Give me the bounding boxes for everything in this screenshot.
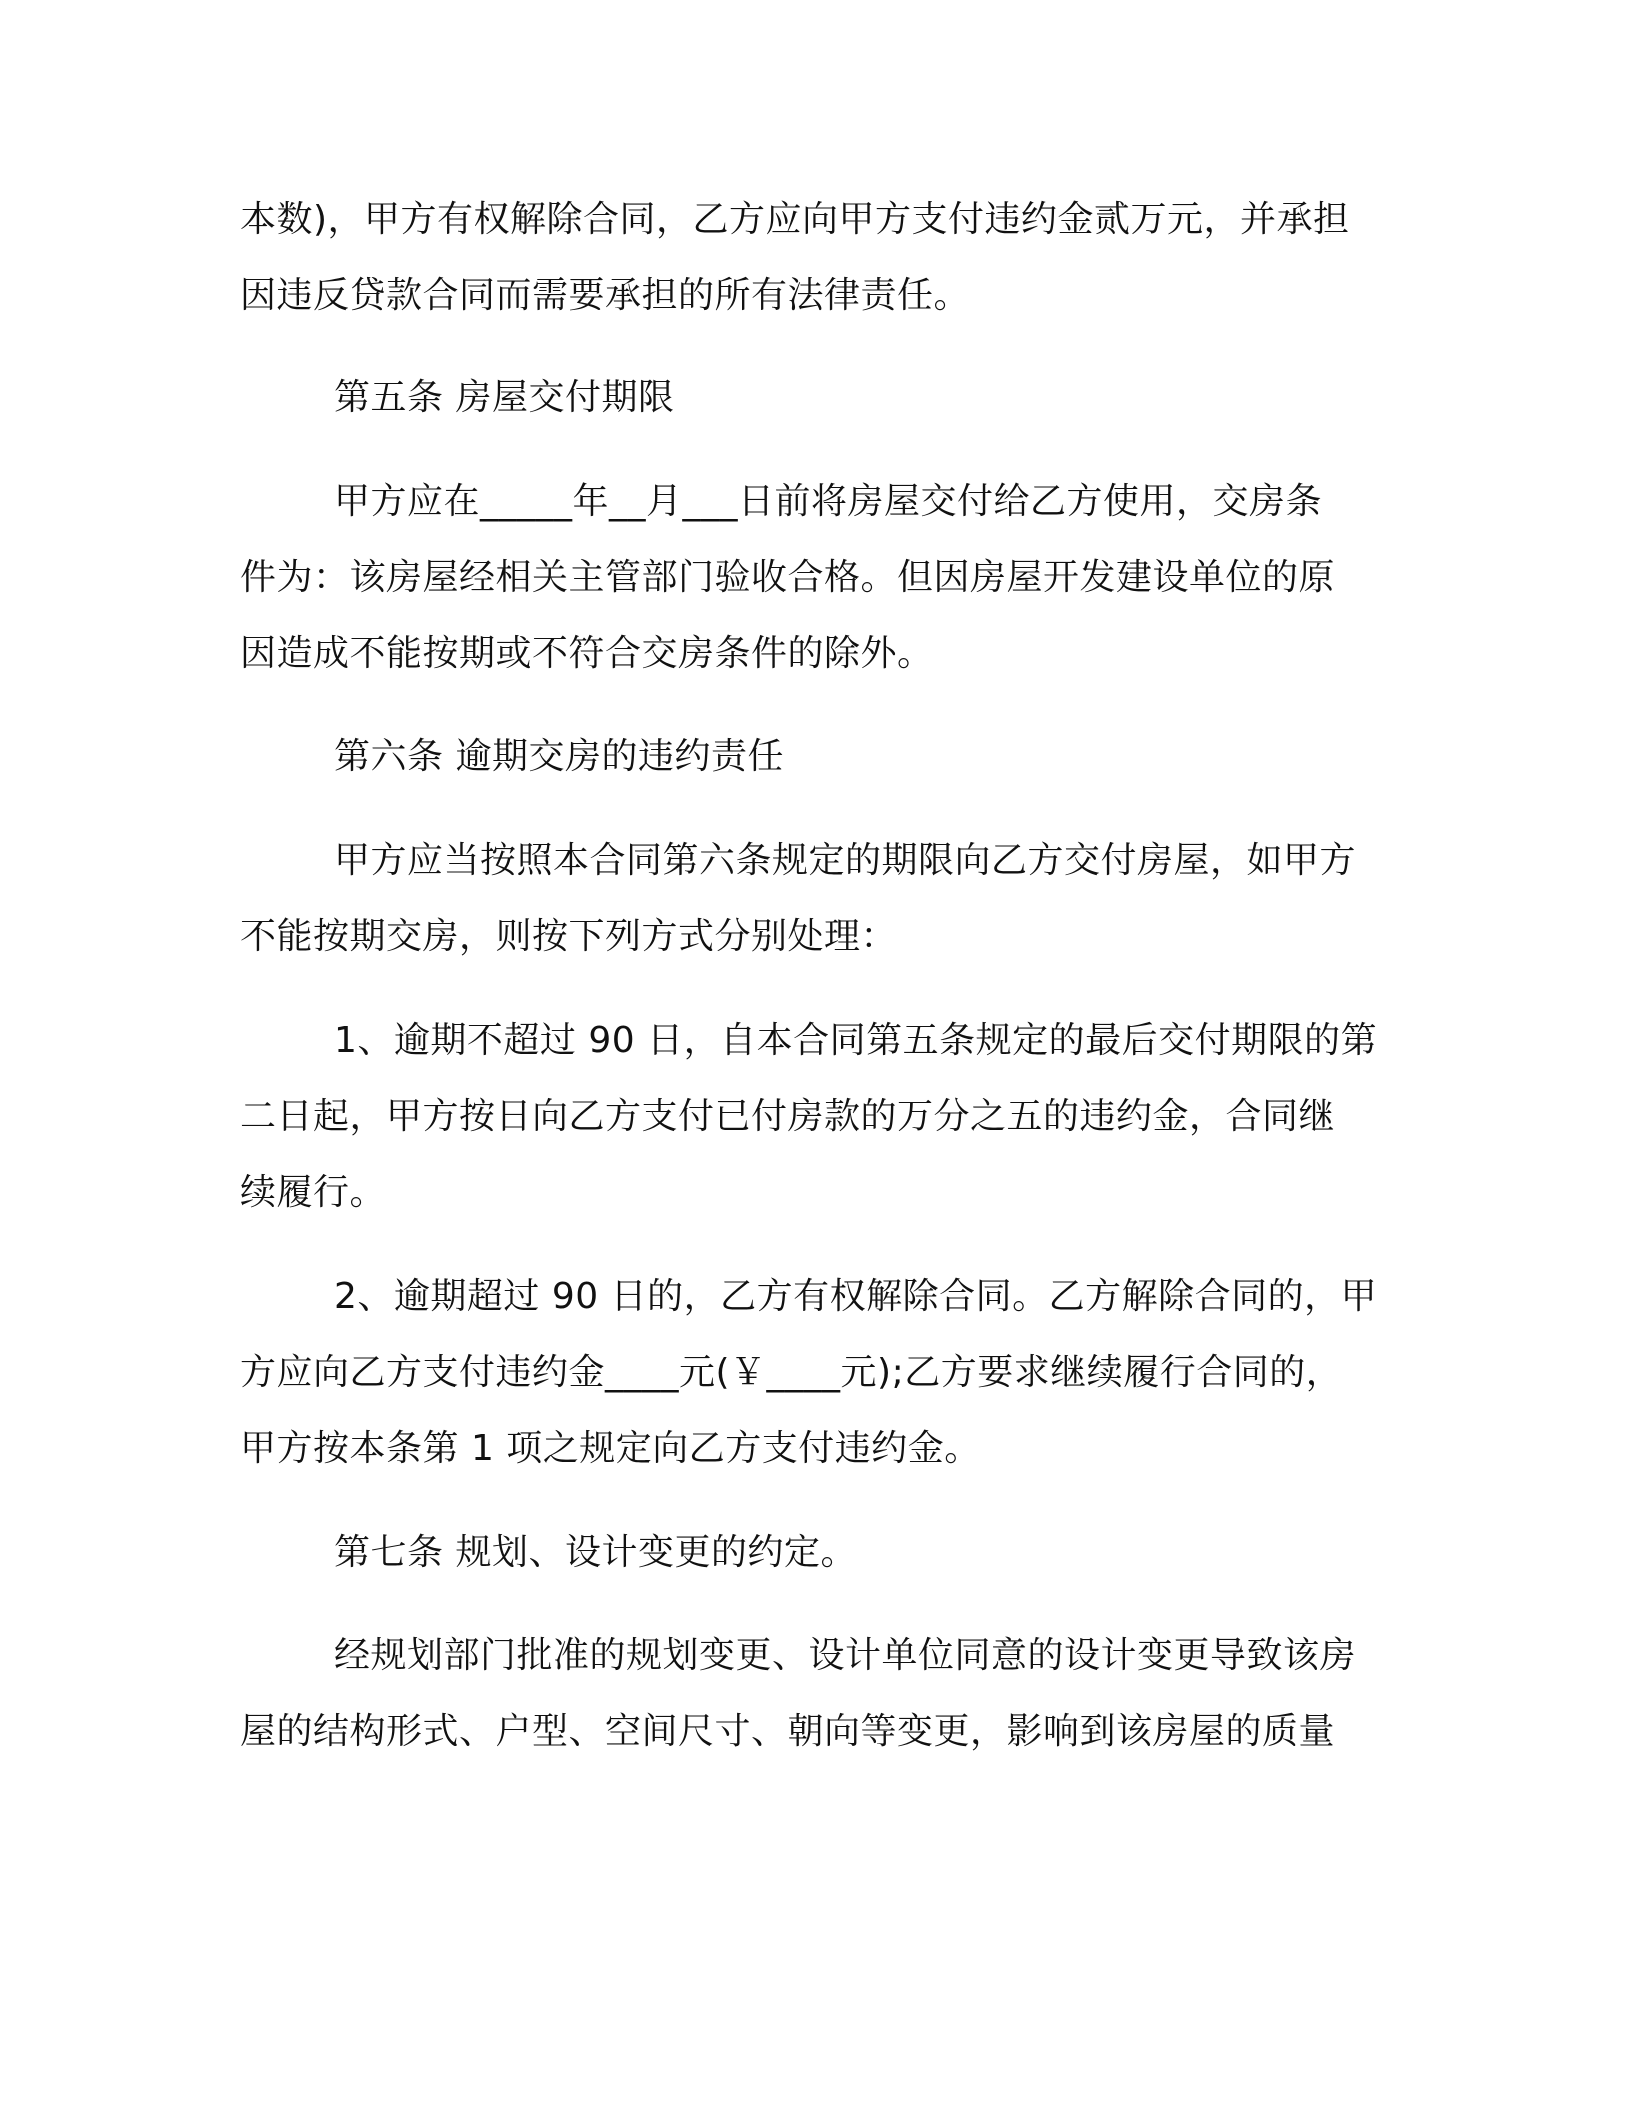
text-line-15: 甲方按本条第 1 项之规定向乙方支付违约金。 — [240, 1428, 981, 1469]
text-line-11: 二日起，甲方按日向乙方支付已付房款的万分之五的违约金，合同继 — [240, 1096, 1336, 1137]
text-line-2: 因违反贷款合同而需要承担的所有法律责任。 — [240, 275, 971, 316]
text-line-17: 经规划部门批准的规划变更、设计单位同意的设计变更导致该房 — [334, 1635, 1357, 1676]
text-line-1: 本数)，甲方有权解除合同，乙方应向甲方支付违约金贰万元，并承担 — [240, 199, 1350, 240]
text-line-6: 因造成不能按期或不符合交房条件的除外。 — [240, 633, 934, 674]
article-6-heading: 第六条 逾期交房的违约责任 — [334, 736, 784, 777]
text-line-14: 方应向乙方支付违约金____元(￥____元);乙方要求继续履行合同的， — [240, 1352, 1343, 1393]
text-line-4: 甲方应在_____年__月___日前将房屋交付给乙方使用，交房条 — [334, 481, 1323, 522]
text-line-10: 1、逾期不超过 90 日，自本合同第五条规定的最后交付期限的第 — [334, 1020, 1378, 1061]
text-line-13: 2、逾期超过 90 日的，乙方有权解除合同。乙方解除合同的，甲 — [334, 1276, 1378, 1317]
article-7-heading: 第七条 规划、设计变更的约定。 — [334, 1532, 857, 1573]
text-line-18: 屋的结构形式、户型、空间尺寸、朝向等变更，影响到该房屋的质量 — [240, 1711, 1336, 1752]
text-line-12: 续履行。 — [240, 1172, 387, 1213]
text-line-8: 甲方应当按照本合同第六条规定的期限向乙方交付房屋，如甲方 — [334, 840, 1357, 881]
article-5-heading: 第五条 房屋交付期限 — [334, 377, 675, 418]
text-line-5: 件为：该房屋经相关主管部门验收合格。但因房屋开发建设单位的原 — [240, 557, 1336, 598]
text-line-9: 不能按期交房，则按下列方式分别处理： — [240, 916, 898, 957]
